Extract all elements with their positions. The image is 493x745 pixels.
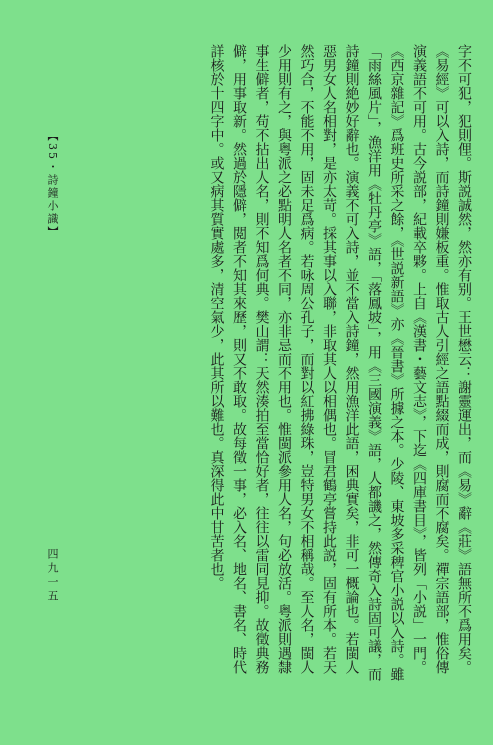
main-text: [80, 44, 475, 684]
page-number: 四九一五: [46, 548, 59, 604]
paragraph: 字不可犯，犯則俚。斯説誠然，然亦有别。王世懋云：謝靈運出，而《易》辭《莊》語無所不爲用矣。《易經》可以入詩，而詩鐘則嫌板重。惟取古人引經之語點綴而成，則腐而不腐矣。禪宗語部，惟俗傳演義語不可用。古今説部，紀載卒夥。上自《漢書・藝文志》，下迄《四庫書目》，皆列「小説」一門。《西京雜記》爲班史所采之餘，《世説新語》亦《晉書》所據之本。少陵、東坡多采稗官小説以入詩。雖「雨絲風片」，漁洋用《牡丹亭》語，「落鳳坡」，用《三國演義》語，人都譏之，然傳奇入詩固可議，而詩鐘則絶妙好辭也。演義不可入詩，並不當入詩鐘，然用漁洋此語，困典實矣，非可一概論也。若閩人惡男女人名相對，是亦太苛。採其事以入聯，非取其人以相偶也。冒君鶴亭嘗持此説，固有所本。若天然巧合，不能不用，固未足爲病。若咏周公孔子，而對以紅拂綠珠，豈特男女不相稱哉。至人名，閩人少用則有之，與粤派之必點明人名者不同，亦非忌而不用也。惟閩派參用人名，句必放活。粤派則遇隸事生僻者，苟不拈出人名，則不知爲何典。樊山謂：天然湊拍至當恰好者，往往以雷同見抑。故徵典務僻，用事取新。然過於隱僻，閲者不知其來歷，則又不敢取。故每徵一事，必入名、地名、書名、時代詳核於十四字中。或又病其質實處多，清空氣少，此其所以難也。真深得此中甘苦者也。: [208, 44, 472, 681]
running-head: 【35・詩鐘小識】: [46, 130, 59, 239]
